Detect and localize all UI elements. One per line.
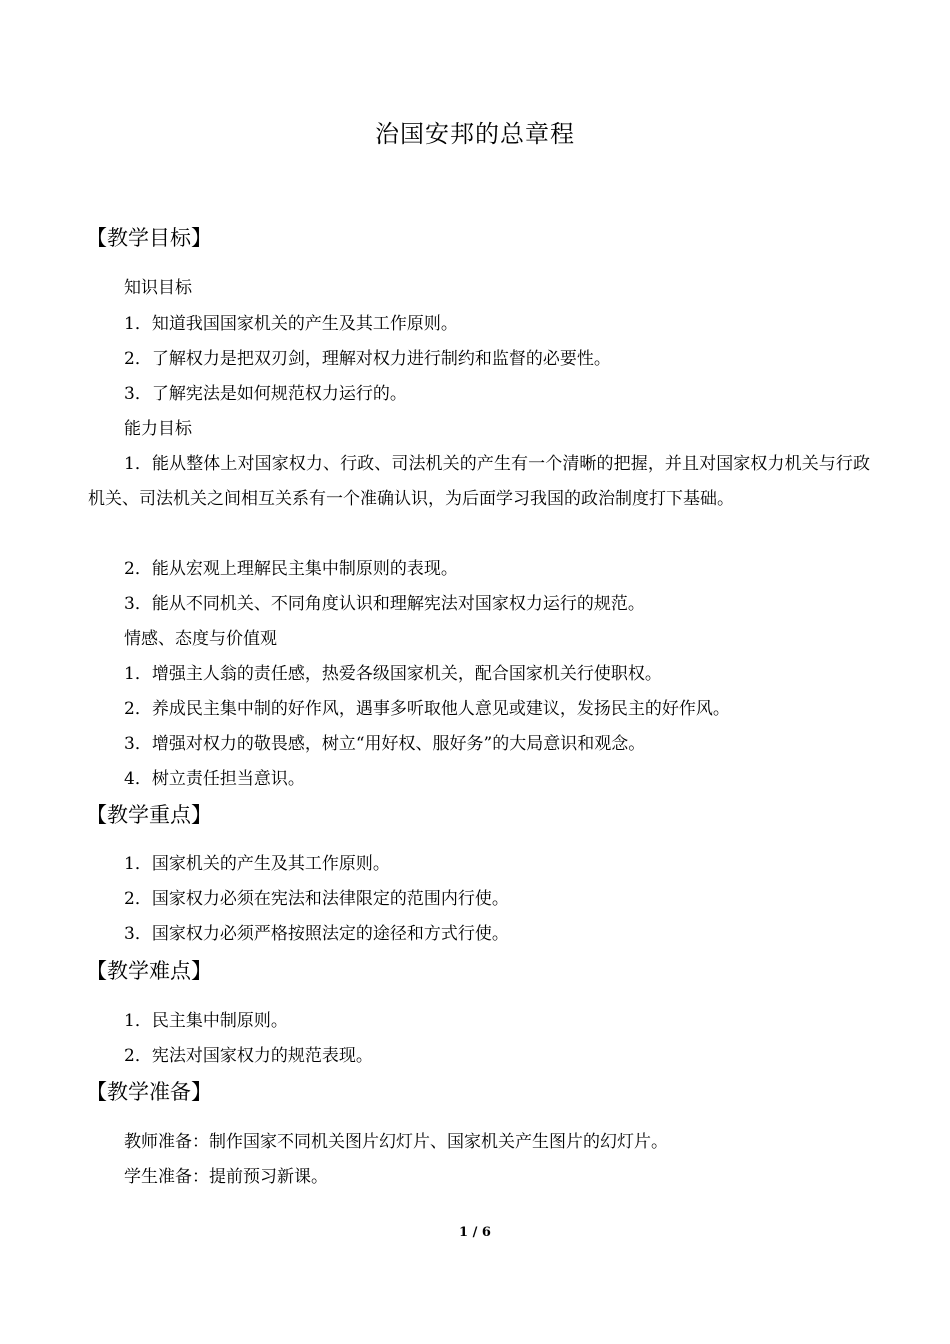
page-number: 1 / 6 [459,1225,491,1240]
key-point-item-2: 2．国家权力必须在宪法和法律限定的范围内行使。 [124,889,509,909]
emotion-item-4: 4．树立责任担当意识。 [124,769,305,789]
difficulty-item-2: 2．宪法对国家权力的规范表现。 [124,1046,373,1066]
key-point-item-1: 1．国家机关的产生及其工作原则。 [124,854,390,874]
section-heading-key-points: 【教学重点】 [86,803,212,827]
subheading-knowledge: 知识目标 [124,278,192,298]
emotion-item-1: 1．增强主人翁的责任感，热爱各级国家机关，配合国家机关行使职权。 [124,664,662,684]
ability-item-1: 1．能从整体上对国家权力、行政、司法机关的产生有一个清晰的把握，并且对国家权力机关与行政机关、司法机关之间相互关系有一个准确认识，为后面学习我国的政治制度打下基础。 [88,454,870,509]
ability-item-3: 3．能从不同机关、不同角度认识和理解宪法对国家权力运行的规范。 [124,594,645,614]
document-title: 治国安邦的总章程 [375,120,575,148]
key-point-item-3: 3．国家权力必须严格按照法定的途径和方式行使。 [124,924,509,944]
ability-item-2: 2．能从宏观上理解民主集中制原则的表现。 [124,559,458,579]
subheading-emotion: 情感、态度与价值观 [124,629,277,649]
section-heading-objectives: 【教学目标】 [86,226,212,250]
emotion-item-2: 2．养成民主集中制的好作风，遇事多听取他人意见或建议，发扬民主的好作风。 [124,699,730,719]
difficulty-item-1: 1．民主集中制原则。 [124,1011,288,1031]
subheading-ability: 能力目标 [124,419,192,439]
knowledge-item-2: 2．了解权力是把双刃剑，理解对权力进行制约和监督的必要性。 [124,349,611,369]
preparation-teacher: 教师准备：制作国家不同机关图片幻灯片、国家机关产生图片的幻灯片。 [124,1132,668,1152]
emotion-item-3: 3．增强对权力的敬畏感，树立“用好权、服好务”的大局意识和观念。 [124,734,646,754]
knowledge-item-3: 3．了解宪法是如何规范权力运行的。 [124,384,407,404]
preparation-student: 学生准备：提前预习新课。 [124,1167,328,1187]
knowledge-item-1: 1．知道我国国家机关的产生及其工作原则。 [124,314,458,334]
section-heading-preparation: 【教学准备】 [86,1080,212,1104]
section-heading-difficulties: 【教学难点】 [86,959,212,983]
